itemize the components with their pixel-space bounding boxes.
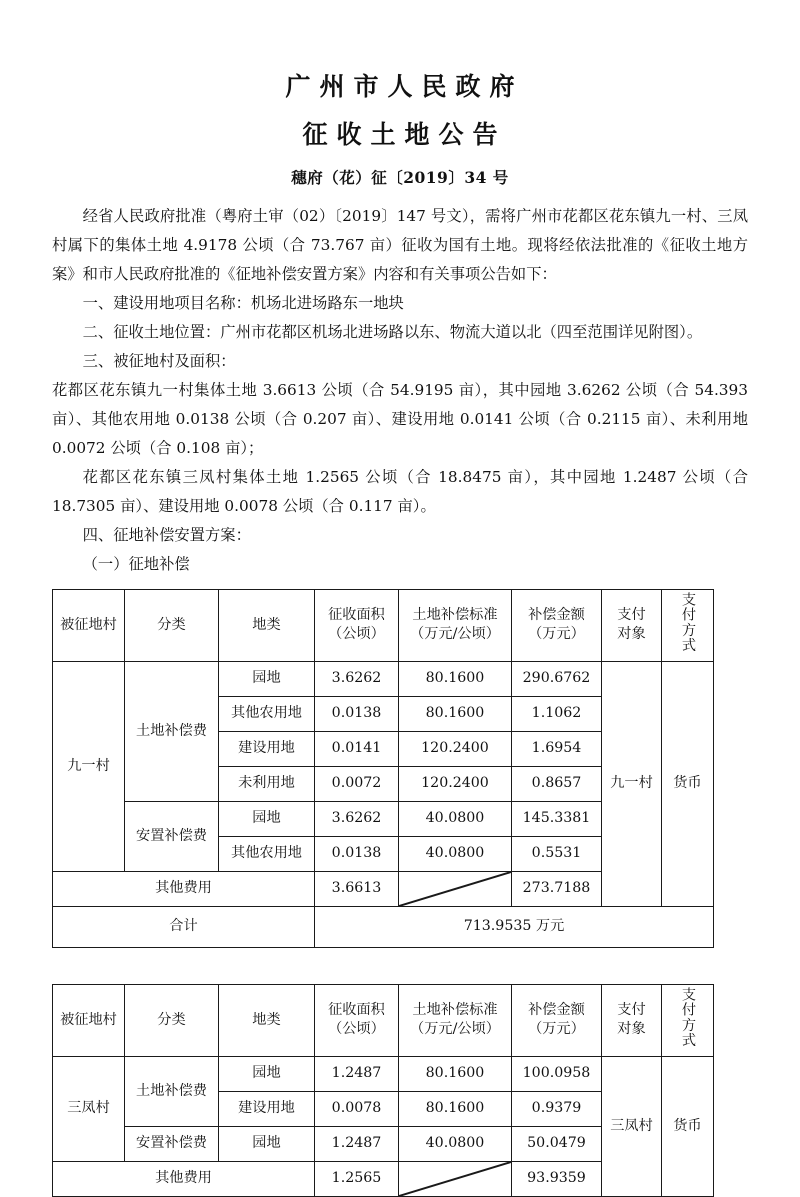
diagonal-slash-icon (399, 872, 511, 906)
cell-land-type: 未利用地 (219, 766, 315, 801)
cell-payment-method: 货币 (662, 1056, 714, 1196)
cell-amount: 1.1062 (512, 696, 602, 731)
th-payee-line1: 支付 (617, 607, 646, 624)
th-standard-line1: 土地补偿标准 (412, 607, 498, 624)
cell-amount: 100.0958 (512, 1056, 602, 1091)
th-payee (602, 984, 662, 1056)
th-land-type: 地类 (219, 984, 315, 1056)
cell-area: 0.0141 (315, 731, 399, 766)
cell-standard: 120.2400 (399, 766, 512, 801)
cell-area: 3.6262 (315, 801, 399, 836)
cell-amount: 1.6954 (512, 731, 602, 766)
th-category: 分类 (125, 984, 219, 1056)
cell-category-land-comp: 土地补偿费 (125, 661, 219, 801)
cell-standard: 40.0800 (399, 836, 512, 871)
th-payee-line2: 对象 (617, 1021, 646, 1038)
cell-standard: 40.0800 (399, 801, 512, 836)
cell-total-value: 713.9535 万元 (315, 906, 714, 947)
th-payment-method (662, 590, 714, 662)
th-payment-method-text: 支付方式 (679, 592, 696, 653)
compensation-table-jiuyi (52, 589, 714, 948)
cell-amount: 290.6762 (512, 661, 602, 696)
cell-amount: 0.5531 (512, 836, 602, 871)
cell-standard: 80.1600 (399, 1056, 512, 1091)
cell-other-fees-standard-empty (399, 871, 512, 906)
th-amount-line2: （万元） (528, 1021, 585, 1038)
compensation-table-sanfeng (52, 984, 714, 1197)
cell-land-type: 其他农用地 (219, 696, 315, 731)
cell-village: 三凤村 (53, 1056, 125, 1161)
cell-area: 0.0078 (315, 1091, 399, 1126)
table-row (53, 1056, 714, 1091)
cell-land-type: 其他农用地 (219, 836, 315, 871)
th-area-line2: （公顷） (328, 626, 385, 643)
th-category: 分类 (125, 590, 219, 662)
cell-standard: 80.1600 (399, 1091, 512, 1126)
th-land-type: 地类 (219, 590, 315, 662)
cell-standard: 120.2400 (399, 731, 512, 766)
cell-other-fees-area: 1.2565 (315, 1161, 399, 1196)
cell-amount: 50.0479 (512, 1126, 602, 1161)
cell-other-fees-standard-empty (399, 1161, 512, 1196)
paragraph-intro: 经省人民政府批准（粤府土审（02）〔2019〕147 号文），需将广州市花都区花东镇九一村、三凤村属下的集体土地 4.9178 公顷（合 73.767 亩）征收为国有土地。现将经依法批准的《征收土地方案》和市人民政府批准的《征地补偿安置方案》内容和有关事项公告如下： (52, 207, 748, 283)
paragraph-item-1: 一、建设用地项目名称：机场北进场路东一地块 (82, 294, 404, 312)
cell-other-fees-label: 其他费用 (53, 1161, 315, 1196)
cell-land-type: 园地 (219, 801, 315, 836)
cell-area: 1.2487 (315, 1056, 399, 1091)
th-area (315, 984, 399, 1056)
cell-standard: 80.1600 (399, 661, 512, 696)
cell-standard: 40.0800 (399, 1126, 512, 1161)
diagonal-slash-icon (399, 1162, 511, 1196)
cell-land-type: 园地 (219, 661, 315, 696)
page-title: 广州市人民政府 (285, 72, 524, 101)
table-header-row (53, 590, 714, 662)
th-village: 被征地村 (53, 590, 125, 662)
table-separator (52, 948, 748, 974)
cell-category-land-comp: 土地补偿费 (125, 1056, 219, 1126)
cell-area: 0.0072 (315, 766, 399, 801)
cell-land-type: 园地 (219, 1126, 315, 1161)
th-payee-line1: 支付 (617, 1002, 646, 1019)
cell-land-type: 建设用地 (219, 731, 315, 766)
cell-payment-method: 货币 (662, 661, 714, 906)
th-area-line2: （公顷） (328, 1021, 385, 1038)
cell-area: 0.0138 (315, 836, 399, 871)
cell-village: 九一村 (53, 661, 125, 871)
th-payee (602, 590, 662, 662)
th-amount (512, 590, 602, 662)
document-subtitle: 征收土地公告 (302, 120, 507, 149)
table-row-total (53, 906, 714, 947)
document-body (52, 188, 748, 579)
th-standard-line1: 土地补偿标准 (412, 1002, 498, 1019)
cell-land-type: 园地 (219, 1056, 315, 1091)
th-payment-method (662, 984, 714, 1056)
cell-other-fees-area: 3.6613 (315, 871, 399, 906)
compensation-table-1-wrapper (52, 589, 748, 948)
th-standard (399, 590, 512, 662)
paragraph-village-jiuyi-area: 花都区花东镇九一村集体土地 3.6613 公顷（合 54.9195 亩），其中园地 3.6262 公顷（合 54.393 亩）、其他农用地 0.0138 公顷（合 0.207 亩）、建设用地 0.0141 公顷（合 0.2115 亩）、未利用地 0.0072 公顷（合 0.108 亩）； (52, 381, 748, 457)
cell-payee: 九一村 (602, 661, 662, 906)
cell-land-type: 建设用地 (219, 1091, 315, 1126)
cell-amount: 0.9379 (512, 1091, 602, 1126)
th-amount-line1: 补偿金额 (528, 1002, 585, 1019)
cell-area: 3.6262 (315, 661, 399, 696)
paragraph-item-2: 二、征收土地位置：广州市花都区机场北进场路以东、物流大道以北（四至范围详见附图）。 (82, 323, 703, 341)
th-payment-method-text: 支付方式 (679, 986, 696, 1048)
cell-standard: 80.1600 (399, 696, 512, 731)
table-header-row (53, 984, 714, 1056)
th-standard-line2: （万元/公顷） (410, 626, 500, 643)
th-amount-line1: 补偿金额 (528, 607, 585, 624)
paragraph-item-4-1: （一）征地补偿 (82, 555, 190, 573)
paragraph-item-3: 三、被征地村及面积： (82, 352, 236, 370)
cell-area: 0.0138 (315, 696, 399, 731)
compensation-table-2-wrapper (52, 984, 748, 1197)
cell-other-fees-label: 其他费用 (53, 871, 315, 906)
th-area-line1: 征收面积 (328, 1002, 385, 1019)
th-area-line1: 征收面积 (328, 607, 385, 624)
cell-total-label: 合计 (53, 906, 315, 947)
th-amount (512, 984, 602, 1056)
cell-amount: 0.8657 (512, 766, 602, 801)
paragraph-village-sanfeng-area: 花都区花东镇三凤村集体土地 1.2565 公顷（合 18.8475 亩），其中园地 1.2487 公顷（合 18.7305 亩）、建设用地 0.0078 公顷（合 0.117 亩）。 (52, 468, 748, 515)
table-row (53, 661, 714, 696)
cell-category-resettle-comp: 安置补偿费 (125, 801, 219, 871)
paragraph-item-4: 四、征地补偿安置方案： (82, 526, 251, 544)
th-amount-line2: （万元） (528, 626, 585, 643)
cell-payee: 三凤村 (602, 1056, 662, 1196)
cell-other-fees-amount: 93.9359 (512, 1161, 602, 1196)
cell-amount: 145.3381 (512, 801, 602, 836)
cell-other-fees-amount: 273.7188 (512, 871, 602, 906)
document-number: 穗府（花）征〔2019〕34 号 (291, 168, 509, 187)
th-village: 被征地村 (53, 984, 125, 1056)
th-payee-line2: 对象 (617, 626, 646, 643)
cell-category-resettle-comp: 安置补偿费 (125, 1126, 219, 1161)
cell-area: 1.2487 (315, 1126, 399, 1161)
th-standard-line2: （万元/公顷） (410, 1021, 500, 1038)
th-standard (399, 984, 512, 1056)
th-area (315, 590, 399, 662)
